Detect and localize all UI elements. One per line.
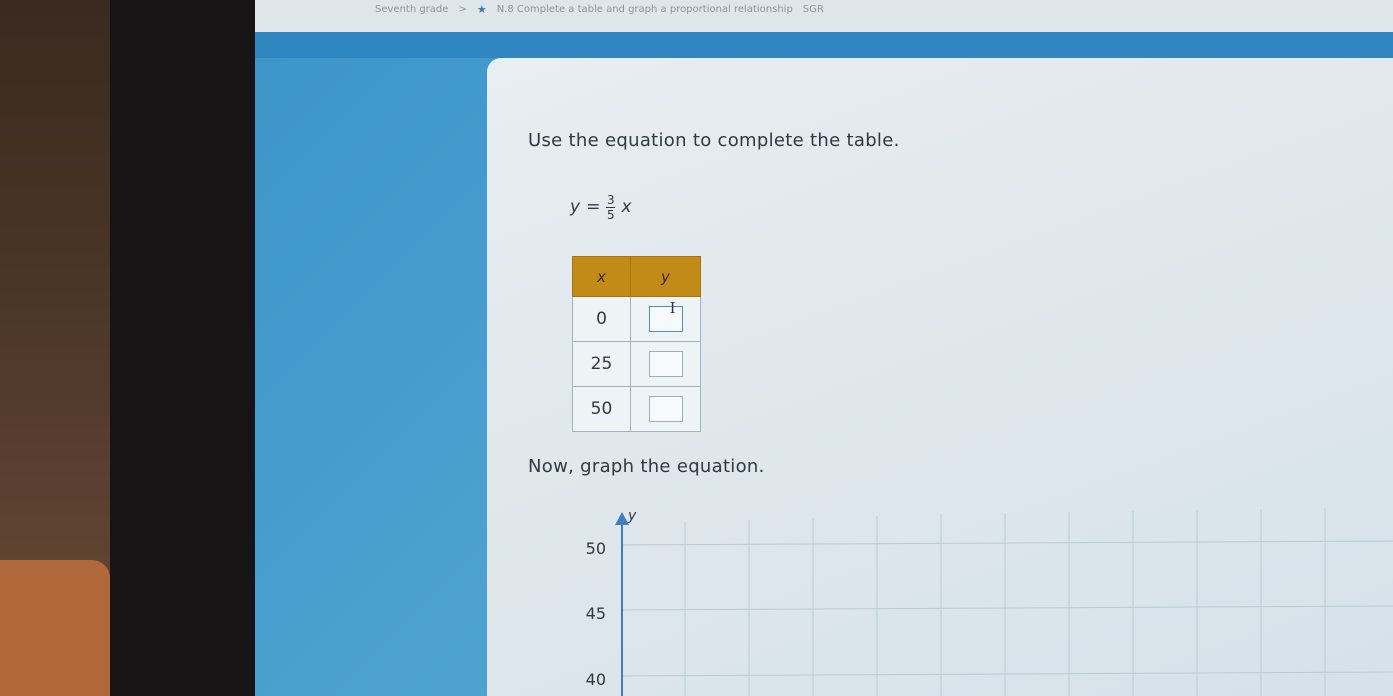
- header-band: [255, 32, 1393, 58]
- table-header-x: x: [573, 257, 631, 297]
- instruction-text: Use the equation to complete the table.: [528, 130, 900, 151]
- y-cell: [631, 297, 701, 342]
- equation: [570, 184, 631, 230]
- y-answer-input[interactable]: [649, 299, 683, 332]
- breadcrumb-code: SGR: [802, 3, 824, 15]
- text-cursor-icon: I: [669, 299, 676, 317]
- table-row: [573, 387, 701, 432]
- breadcrumb-skill: N.8 Complete a table and graph a proportional relationship: [496, 3, 793, 15]
- fraction-numerator: 3: [606, 192, 615, 207]
- x-value: 25: [573, 342, 631, 387]
- y-tick-label: 40: [585, 670, 606, 689]
- xy-table: [572, 256, 701, 432]
- x-value: 0: [573, 297, 631, 342]
- graph-prompt: Now, graph the equation.: [528, 456, 765, 477]
- y-axis-label: y: [628, 508, 637, 524]
- equation-fraction: [606, 193, 615, 222]
- equation-lhs: y: [570, 197, 581, 217]
- equation-variable: x: [621, 197, 632, 217]
- y-tick-label: 45: [585, 604, 606, 623]
- breadcrumb-separator: >: [458, 3, 467, 15]
- y-tick-label: 50: [585, 539, 606, 558]
- y-answer-input[interactable]: [649, 396, 683, 422]
- y-cell: [631, 387, 701, 432]
- table-row: [573, 297, 701, 342]
- x-value: 50: [573, 387, 631, 432]
- y-cell: [631, 342, 701, 387]
- table-header-y: y: [631, 257, 701, 297]
- y-axis-arrow-icon: [615, 512, 629, 525]
- breadcrumb: [375, 2, 824, 16]
- grid-line-h: [622, 672, 1393, 676]
- table-row: [573, 342, 701, 387]
- breadcrumb-grade[interactable]: Seventh grade: [375, 3, 449, 15]
- star-icon: ★: [476, 2, 487, 16]
- fraction-denominator: 5: [606, 207, 615, 222]
- y-answer-input[interactable]: [649, 351, 683, 377]
- grid: [622, 508, 1393, 696]
- grid-line-h: [622, 606, 1393, 610]
- grid-line-h: [622, 541, 1393, 545]
- orange-object: [0, 560, 110, 696]
- monitor-bezel: [110, 0, 260, 696]
- coordinate-graph[interactable]: [560, 500, 1393, 696]
- equation-equals: =: [586, 197, 601, 217]
